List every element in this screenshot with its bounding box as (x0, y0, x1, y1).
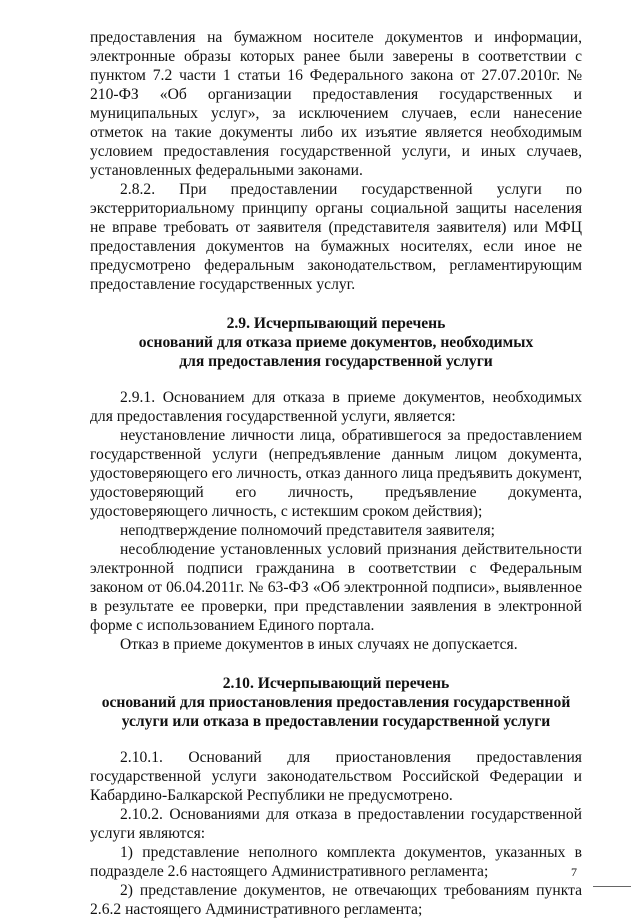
paragraph-other-cases: Отказ в приеме документов в иных случаях не допускается. (120, 636, 518, 653)
page-number: 7 (571, 865, 577, 879)
paragraph-e-signature: несоблюдение установленных условий признания действительности электронной подписи гражданина в соответствии с Федеральным законом от 06.04.2011г. № 63-ФЗ «Об электронной подписи», выявленное в результате ее проверки, при представлении заявления в электронной форме с использованием Единого портала. (90, 541, 582, 634)
list-item: 2) представление документов, не отвечающих требованиям пункта 2.6.2 настоящего Административного регламента; (90, 882, 582, 918)
heading-line: оснований для отказа приеме документов, необходимых (138, 334, 534, 351)
heading-line: 2.9. Исчерпывающий перечень (226, 315, 446, 332)
paragraph-identity: неустановление личности лица, обратившегося за предоставлением государственной услуги (непредъявление данным лицом документа, удостоверяющего его личность, отказ данного лица предъявить документ, удостоверяющий его личность, предъявление документа, удостоверяющего личность, с истекшим сроком действия); (90, 427, 582, 520)
heading-line: оснований для приостановления предоставления государственной (101, 694, 571, 711)
paragraph-authority: неподтверждение полномочий представителя заявителя; (120, 522, 496, 539)
heading-line: услуги или отказа в предоставлении государственной услуги (121, 713, 551, 730)
paragraph-2-8-2: 2.8.2. При предоставлении государственной услуги по экстерриториальному принципу органы социальной защиты населения не вправе требовать от заявителя (представителя заявителя) или МФЦ предоставления документов на бумажных носителях, если иное не предусмотрено федеральным законодательством, регламентирующим предоставление государственных услуг. (90, 181, 582, 293)
paragraph-2-10-2: 2.10.2. Основаниями для отказа в предоставлении государственной услуги являются: (90, 806, 582, 842)
section-heading-2-10 (90, 674, 582, 731)
section-heading-2-9 (90, 314, 582, 371)
document-body (90, 28, 582, 919)
paragraph-continuation: предоставления на бумажном носителе документов и информации, электронные образы которых ранее были заверены в соответствии с пунктом 7.2 части 1 статьи 16 Федерального закона от 27.07.2010г. № 210-ФЗ «Об организации предоставления государственных и муниципальных услуг», за исключением случаев, если нанесение отметок на такие документы либо их изъятие является необходимым условием предоставления государственной услуги, и иных случаев, установленных федеральными законами. (90, 29, 582, 179)
footer-rule (593, 886, 631, 887)
heading-line: 2.10. Исчерпывающий перечень (222, 675, 450, 692)
paragraph-2-9-1: 2.9.1. Основанием для отказа в приеме документов, необходимых для предоставления государственной услуги, является: (90, 389, 582, 425)
paragraph-2-10-1: 2.10.1. Оснований для приостановления предоставления государственной услуги законодательством Российской Федерации и Кабардино-Балкарской Республики не предусмотрено. (90, 749, 582, 804)
heading-line: для предоставления государственной услуги (179, 353, 493, 370)
list-item: 1) представление неполного комплекта документов, указанных в подразделе 2.6 настоящего Административного регламента; (90, 844, 582, 880)
